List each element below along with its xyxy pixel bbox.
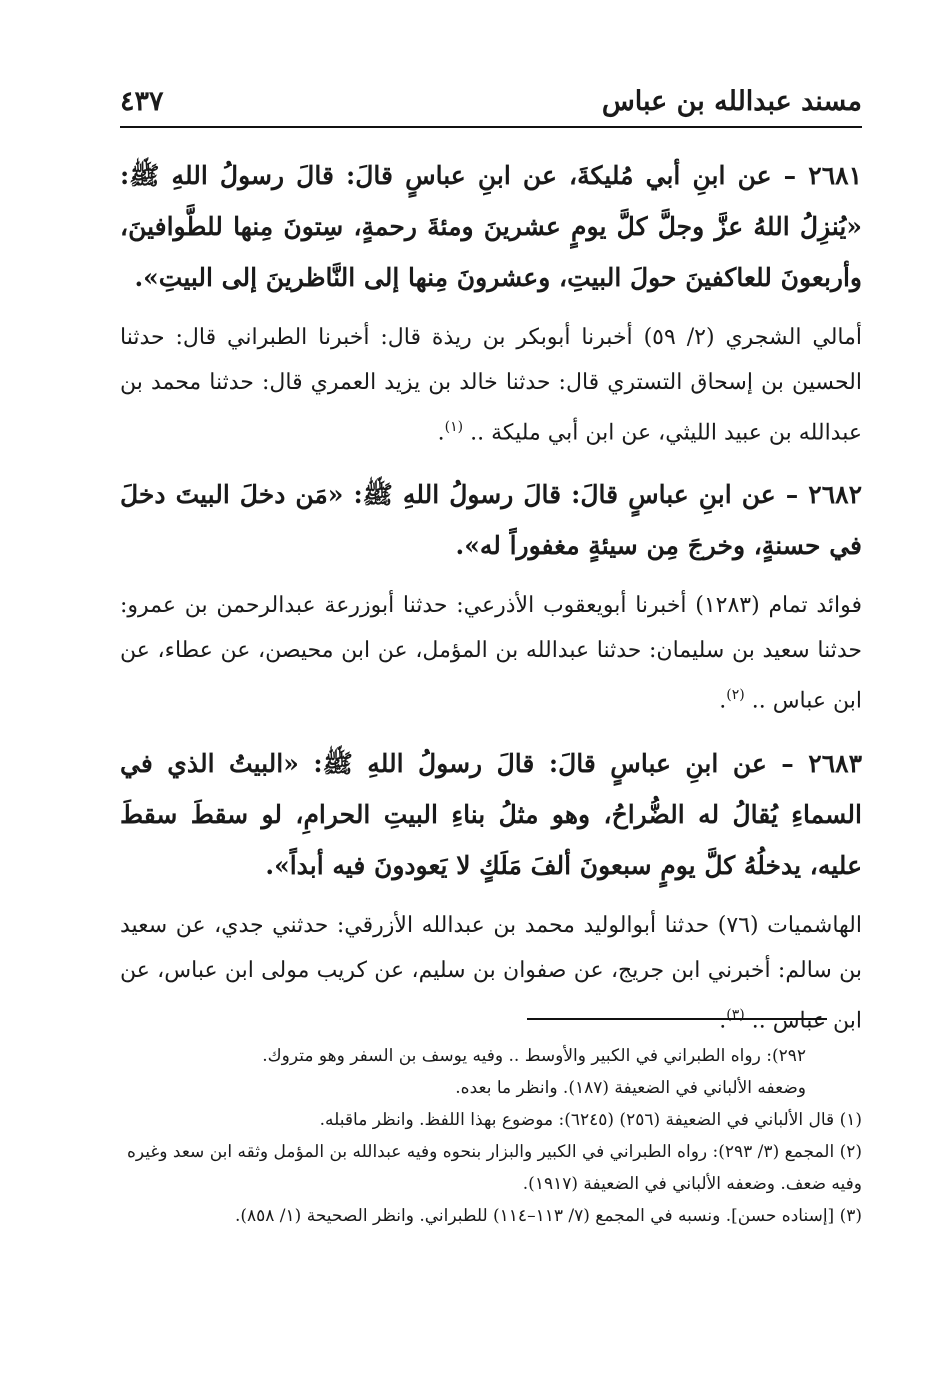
footnote-ref: (١) xyxy=(444,419,464,435)
source-2683: الهاشميات (٧٦) حدثنا أبوالوليد محمد بن عبدالله الأزرقي: حدثني جدي، عن سعيد بن سالم: أخبرني ابن جريج، عن صفوان بن سليم، عن كريب مولى ابن عباس، عن ابن عباس .. $^{(٣)}$. xyxy=(120,912,862,1033)
footnote-ref: (٣) xyxy=(726,1006,745,1023)
footnote-292-line1: ٢٩٢): رواه الطبراني في الكبير والأوسط .. وفيه يوسف بن السفر وهو متروك. xyxy=(262,1046,806,1066)
footnote-ref: (٢) xyxy=(726,687,745,704)
footnote-1: (١) قال الألباني في الضعيفة (٢٥٦) (٦٢٤٥): موضوع بهذا اللفظ. وانظر ماقبله. xyxy=(319,1110,862,1130)
running-title: مسند عبدالله بن عباس xyxy=(601,86,862,117)
main-text xyxy=(120,150,862,1057)
page-number: ٤٣٧ xyxy=(120,86,164,117)
footnote-3: (٣) [إسناده حسن]. ونسبه في المجمع (٧/ ١١٣–١١٤) للطبراني. وانظر الصحيحة (١/ ٨٥٨). xyxy=(234,1206,862,1226)
footnote-292-line2: وضعفه الألباني في الضعيفة (١٨٧). وانظر ما بعده. xyxy=(455,1078,806,1098)
hadith-2682: ٢٦٨٢ – عن ابنِ عباسٍ قالَ: قالَ رسولُ اللهِ ﷺ: «مَن دخلَ البيتَ دخلَ في حسنةٍ، وخرجَ مِن سيئةٍ مغفوراً له». xyxy=(120,480,862,561)
hadith-2683: ٢٦٨٣ – عن ابنِ عباسٍ قالَ: قالَ رسولُ اللهِ ﷺ: «البيتُ الذي في السماءِ يُقالُ له الضُّراحُ، وهو مثلُ بناءِ البيتِ الحرامِ، لو سقطَ سقطَ عليه، يدخلُهُ كلَّ يومٍ سبعونَ ألفَ مَلَكٍ لا يَعودونَ فيه أبداً». xyxy=(120,748,862,880)
running-header xyxy=(120,86,862,128)
footnote-divider xyxy=(527,1018,827,1020)
hadith-2681: ٢٦٨١ – عن ابنِ أبي مُليكةَ، عن ابنِ عباسٍ قالَ: قالَ رسولُ اللهِ ﷺ: «يُنزِلُ اللهُ عزَّ وجلَّ كلَّ يومٍ عشرينَ ومئةَ رحمةٍ، سِتونَ مِنها للطَّوافينَ، وأربعونَ للعاكفينَ حولَ البيتِ، وعشرونَ مِنها إلى النَّاظرينَ إلى البيتِ». xyxy=(120,161,862,292)
footnotes xyxy=(120,1040,862,1232)
source-text: أمالي الشجري (٢/ ٥٩) أخبرنا أبوبكر بن ريذة قال: أخبرنا الطبراني قال: حدثنا الحسين بن إسحاق التستري قال: حدثنا خالد بن يزيد العمري قال: حدثنا محمد بن عبدالله بن عبيد الليثي، عن ابن أبي مليكة .. xyxy=(120,325,862,446)
source-text: فوائد تمام (١٢٨٣) أخبرنا أبويعقوب الأذرعي: حدثنا أبوزرعة عبدالرحمن بن عمرو: حدثنا سعيد بن سليمان: حدثنا عبدالله بن المؤمل، عن ابن محيصن، عن عطاء، عن ابن عباس .. xyxy=(120,593,863,714)
footnote-2: (٢) المجمع (٣/ ٢٩٣): رواه الطبراني في الكبير والبزار بنحوه وفيه عبدالله بن المؤمل وثقه ابن سعد وغيره وفيه ضعف. وضعفه الألباني في الضعيفة (١٩١٧). xyxy=(127,1142,862,1194)
source-text: الهاشميات (٧٦) حدثنا أبوالوليد محمد بن عبدالله الأزرقي: حدثني جدي، عن سعيد بن سالم: أخبرني ابن جريج، عن صفوان بن سليم، عن كريب مولى ابن عباس، عن ابن عباس .. xyxy=(120,912,862,1033)
source-2681: أمالي الشجري (٢/ ٥٩) أخبرنا أبوبكر بن ريذة قال: أخبرنا الطبراني قال: حدثنا الحسين بن إسحاق التستري قال: حدثنا خالد بن يزيد العمري قال: حدثنا محمد بن عبدالله بن عبيد الليثي، عن ابن أبي مليكة .. $^{(١)}$. xyxy=(120,325,862,446)
source-2682: فوائد تمام (١٢٨٣) أخبرنا أبويعقوب الأذرعي: حدثنا أبوزرعة عبدالرحمن بن عمرو: حدثنا سعيد بن سليمان: حدثنا عبدالله بن المؤمل، عن ابن محيصن، عن عطاء، عن ابن عباس .. $^{(٢)}$. xyxy=(120,593,863,714)
